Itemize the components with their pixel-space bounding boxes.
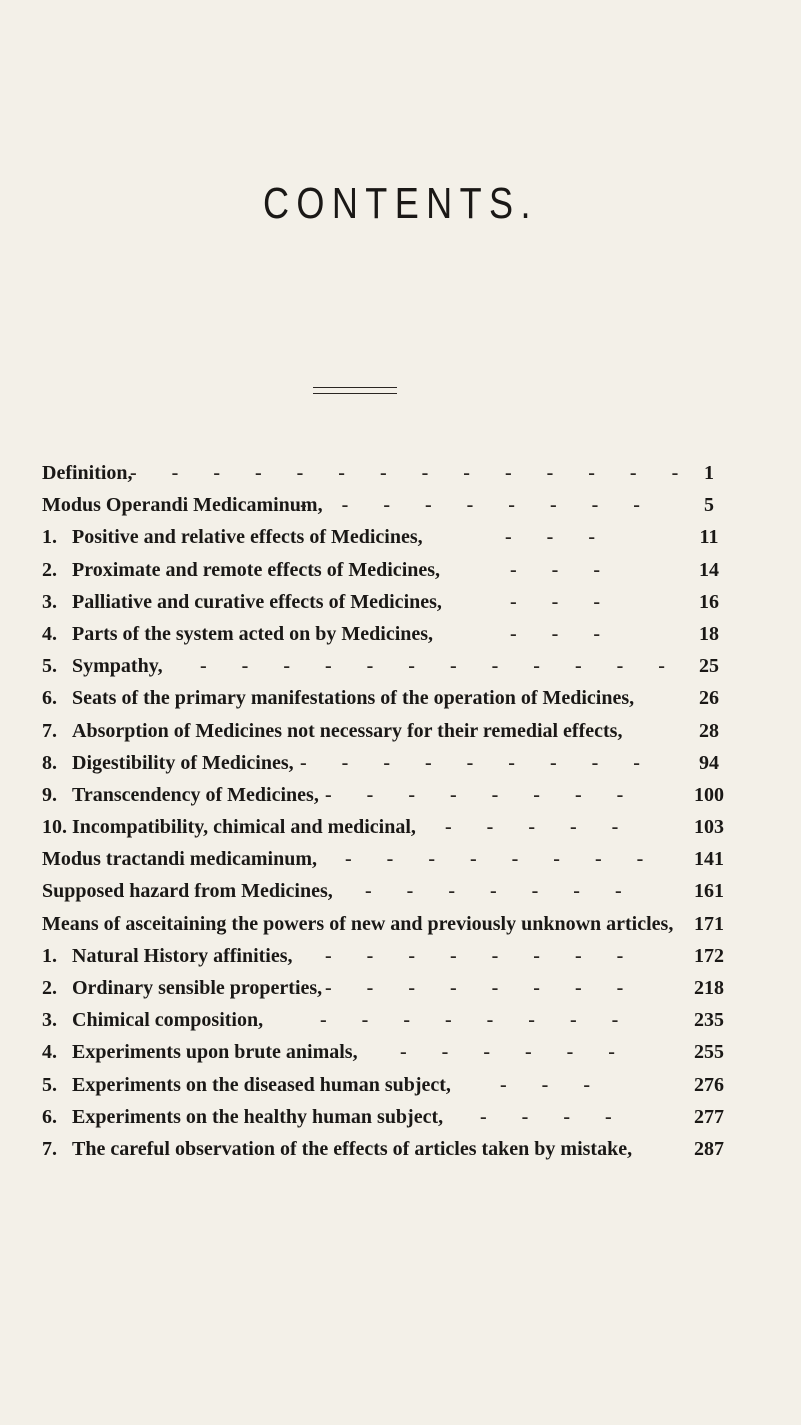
toc-entry-label: Experiments on the diseased human subject, (72, 1073, 451, 1096)
toc-entry (0, 650, 801, 682)
toc-entry-page: 16 (699, 590, 719, 613)
toc-entry-page: 276 (694, 1073, 724, 1096)
toc-entry-number: 4. (42, 1041, 57, 1064)
toc-entry-number: 6. (42, 687, 57, 710)
toc-entry-number: 1. (42, 526, 57, 549)
toc-entry-label: Seats of the primary manifestations of the operation of Medicines, (72, 687, 635, 710)
toc-entry-label: Palliative and curative effects of Medicines, (72, 590, 442, 613)
toc-entry (0, 940, 801, 972)
dot-leader: - - - (500, 1073, 590, 1096)
dot-leader: - - - - - - - - - - - - - - (130, 462, 679, 484)
toc-entry-number: 10. (42, 816, 67, 839)
toc-entry (0, 554, 801, 586)
toc-entry-label: Incompatibility, chimical and medicinal, (72, 816, 416, 839)
dot-leader: - - - - - - - - - - - - (200, 655, 665, 678)
toc-entry (0, 715, 801, 747)
toc-entry-label: Definition, (42, 462, 133, 484)
toc-entry-label: Experiments upon brute animals, (72, 1041, 358, 1064)
toc-entry-page: 14 (699, 558, 719, 581)
toc-entry-label: Natural History affinities, (72, 944, 293, 967)
toc-entry (0, 843, 801, 875)
toc-entry-page: 218 (694, 977, 724, 999)
toc-entry-label: Absorption of Medicines not necessary for their remedial effects, (72, 719, 623, 742)
toc-entry-number: 4. (42, 622, 57, 645)
toc-entry (0, 1004, 801, 1036)
title-rule-upper (313, 387, 397, 388)
table-of-contents (0, 457, 801, 1165)
dot-leader: - - - - - - - - (325, 977, 624, 999)
dot-leader: - - - - - (445, 816, 619, 839)
toc-entry-page: 28 (699, 719, 719, 742)
toc-entry-label: Sympathy, (72, 655, 163, 678)
dot-leader: - - - (505, 526, 595, 549)
toc-entry-number: 7. (42, 719, 57, 742)
toc-entry-label: Supposed hazard from Medicines, (42, 880, 333, 903)
toc-entry-label: Parts of the system acted on by Medicines, (72, 622, 434, 645)
toc-entry-page: 1 (704, 462, 714, 484)
toc-entry-page: 161 (694, 880, 724, 903)
toc-entry-number: 5. (42, 1073, 57, 1096)
toc-entry-number: 8. (42, 751, 57, 774)
toc-entry-number: 7. (42, 1137, 57, 1160)
toc-entry-label: Transcendency of Medicines, (72, 783, 319, 806)
toc-entry (0, 1036, 801, 1068)
dot-leader: - - - - - - - - (325, 783, 624, 806)
toc-entry-label: Proximate and remote effects of Medicines, (72, 558, 441, 581)
dot-leader: - - - - - - - (365, 880, 622, 903)
toc-entry (0, 521, 801, 553)
toc-entry (0, 747, 801, 779)
toc-entry-number: 1. (42, 944, 57, 967)
toc-entry-label: Modus tractandi medicaminum, (42, 848, 317, 871)
toc-entry (0, 779, 801, 811)
toc-entry (0, 457, 801, 489)
toc-entry-number: 2. (42, 977, 57, 999)
toc-entry-label: Modus Operandi Medicaminum, (42, 494, 323, 517)
dot-leader: - - - - - - - - - (300, 494, 640, 517)
toc-entry (0, 489, 801, 521)
dot-leader: - - - - - - - - (320, 1009, 619, 1032)
toc-entry (0, 1069, 801, 1101)
toc-entry-number: 5. (42, 655, 57, 678)
toc-entry (0, 1101, 801, 1133)
dot-leader: - - - (510, 622, 600, 645)
toc-entry-page: 11 (699, 526, 719, 549)
toc-entry-label: Experiments on the healthy human subject, (72, 1105, 444, 1128)
toc-entry-label: Ordinary sensible properties, (72, 977, 323, 999)
toc-entry (0, 908, 801, 940)
toc-entry-page: 5 (704, 494, 714, 517)
toc-entry-page: 94 (699, 751, 719, 774)
dot-leader: - - - - - - - - (325, 944, 624, 967)
toc-entry-page: 100 (694, 783, 724, 806)
toc-entry (0, 682, 801, 714)
toc-entry-page: 172 (694, 944, 724, 967)
toc-entry-page: 171 (694, 912, 724, 935)
toc-entry-page: 26 (699, 687, 719, 710)
toc-entry-number: 3. (42, 590, 57, 613)
dot-leader: - - - - - - - - - (300, 751, 640, 774)
toc-entry-page: 235 (694, 1009, 724, 1032)
toc-entry-label: Means of asceitaining the powers of new and previously unknown articles, (42, 912, 674, 935)
dot-leader: - - - (510, 558, 600, 581)
toc-entry-label: Positive and relative effects of Medicines, (72, 526, 423, 549)
title-rule-lower (313, 393, 397, 394)
toc-entry-number: 6. (42, 1105, 57, 1128)
toc-entry-number: 9. (42, 783, 57, 806)
dot-leader: - - - (510, 590, 600, 613)
toc-entry-page: 103 (694, 816, 724, 839)
toc-entry-label: The careful observation of the effects of articles taken by mistake, (72, 1137, 633, 1160)
toc-entry-page: 18 (699, 622, 719, 645)
dot-leader: - - - - (480, 1105, 612, 1128)
toc-entry (0, 1133, 801, 1165)
toc-entry-page: 277 (694, 1105, 724, 1128)
toc-entry (0, 875, 801, 907)
toc-entry (0, 586, 801, 618)
toc-entry (0, 811, 801, 843)
toc-entry-page: 141 (694, 848, 724, 871)
toc-entry-page: 255 (694, 1041, 724, 1064)
dot-leader: - - - - - - - - (345, 848, 644, 871)
toc-entry (0, 972, 801, 1004)
page-title: CONTENTS. (262, 179, 538, 229)
dot-leader: - - - - - - (400, 1041, 615, 1064)
toc-entry-label: Digestibility of Medicines, (72, 751, 294, 774)
toc-entry-label: Chimical composition, (72, 1009, 264, 1032)
toc-entry (0, 618, 801, 650)
toc-entry-page: 25 (699, 655, 719, 678)
toc-entry-page: 287 (694, 1137, 724, 1160)
toc-entry-number: 2. (42, 558, 57, 581)
toc-entry-number: 3. (42, 1009, 57, 1032)
